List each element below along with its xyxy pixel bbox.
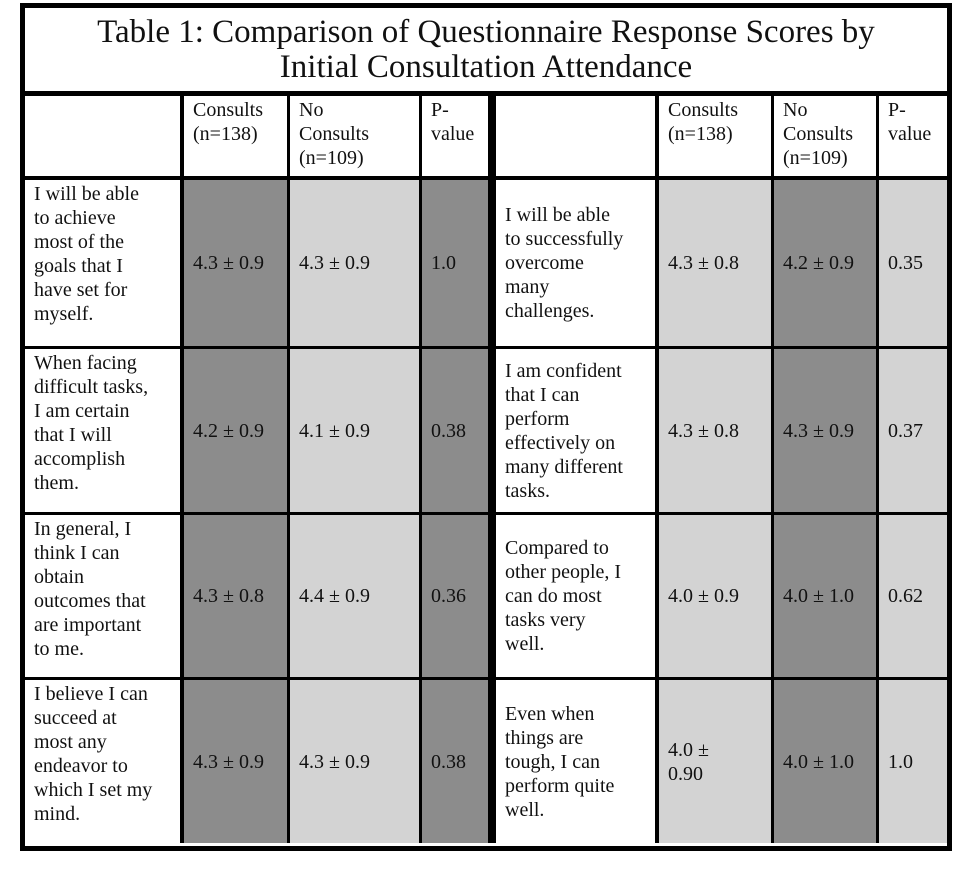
- cell-left-no-consults-line: 4.4 ± 0.9: [299, 585, 370, 607]
- cell-left-no-consults-line: 4.3 ± 0.9: [299, 750, 370, 773]
- cell-left-no-consults-line: 4.1 ± 0.9: [299, 419, 370, 442]
- cell-right-item-line: that I can: [505, 383, 580, 406]
- cell-left-item: [25, 515, 180, 677]
- header-right-pvalue-line: P-: [888, 99, 906, 121]
- cell-right-pvalue: [879, 515, 947, 677]
- row-divider: [25, 512, 947, 515]
- table-title: [25, 8, 947, 96]
- cell-right-item: [496, 349, 655, 512]
- cell-left-item-line: have set for: [34, 279, 128, 301]
- header-right-consults: [659, 96, 771, 176]
- header-left-pvalue: [422, 96, 488, 176]
- cell-left-item-line: most of the: [34, 231, 124, 253]
- header-right-no-consults-line: No: [783, 99, 808, 121]
- cell-right-item-line: other people, I: [505, 561, 622, 583]
- cell-right-item-line: perform quite: [505, 774, 615, 797]
- cell-left-pvalue-line: 0.36: [431, 585, 466, 607]
- cell-right-no-consults-line: 4.2 ± 0.9: [783, 252, 854, 274]
- cell-left-pvalue-line: 0.38: [431, 750, 466, 773]
- cell-right-consults-line: 4.3 ± 0.8: [668, 419, 739, 442]
- row-divider: [25, 346, 947, 349]
- cell-right-consults: [659, 349, 771, 512]
- cell-left-item-line: to me.: [34, 638, 84, 660]
- cell-right-item: [496, 680, 655, 843]
- cell-left-consults: [184, 180, 287, 346]
- header-right-consults-line: (n=138): [668, 123, 733, 145]
- column-divider: [488, 96, 496, 843]
- header-right-no-consults: [774, 96, 876, 176]
- cell-right-consults: [659, 515, 771, 677]
- header-left-pvalue-line: value: [431, 123, 475, 145]
- cell-right-pvalue-line: 1.0: [888, 750, 913, 773]
- cell-right-item-line: I am confident: [505, 359, 622, 382]
- cell-right-item-line: Even when: [505, 702, 595, 725]
- cell-left-item-line: I will be able: [34, 183, 139, 205]
- cell-left-item-line: I am certain: [34, 400, 130, 422]
- cell-left-no-consults: [290, 349, 419, 512]
- cell-left-pvalue: [422, 349, 488, 512]
- cell-right-item-line: effectively on: [505, 431, 616, 454]
- cell-right-item-line: perform: [505, 407, 570, 430]
- cell-left-item-line: mind.: [34, 803, 81, 825]
- cell-right-pvalue-line: 0.37: [888, 419, 923, 442]
- column-divider: [771, 96, 774, 843]
- cell-left-item-line: myself.: [34, 303, 94, 325]
- cell-right-no-consults: [774, 180, 876, 346]
- header-left-item: [25, 96, 180, 176]
- header-left-no-consults-line: Consults: [299, 123, 370, 145]
- cell-left-item-line: that I will: [34, 424, 112, 446]
- header-right-item: [496, 96, 655, 176]
- cell-left-item-line: accomplish: [34, 448, 126, 470]
- cell-right-no-consults-line: 4.0 ± 1.0: [783, 585, 854, 607]
- cell-right-item-line: tasks.: [505, 479, 550, 502]
- cell-left-no-consults: [290, 680, 419, 843]
- cell-left-no-consults: [290, 180, 419, 346]
- cell-right-pvalue-line: 0.62: [888, 585, 923, 607]
- column-divider: [419, 96, 422, 843]
- header-left-consults-line: (n=138): [193, 123, 258, 145]
- cell-left-item-line: are important: [34, 614, 142, 636]
- cell-right-no-consults-line: 4.3 ± 0.9: [783, 419, 854, 442]
- comparison-table: [20, 3, 952, 851]
- cell-right-pvalue: [879, 349, 947, 512]
- cell-right-item-line: many different: [505, 455, 623, 478]
- cell-right-consults-line: 0.90: [668, 762, 703, 785]
- cell-left-consults: [184, 680, 287, 843]
- cell-left-consults-line: 4.3 ± 0.9: [193, 252, 264, 274]
- column-divider: [655, 96, 659, 843]
- cell-left-item-line: When facing: [34, 352, 137, 374]
- cell-left-item-line: In general, I: [34, 518, 132, 540]
- cell-right-no-consults: [774, 680, 876, 843]
- cell-left-item-line: think I can: [34, 542, 120, 564]
- cell-left-item-line: I believe I can: [34, 683, 148, 705]
- cell-right-item-line: challenges.: [505, 300, 595, 322]
- header-left-consults-line: Consults: [193, 99, 264, 121]
- cell-left-pvalue-line: 0.38: [431, 419, 466, 442]
- cell-left-item-line: obtain: [34, 566, 84, 588]
- cell-right-item-line: to successfully: [505, 228, 624, 250]
- table-title-line-2: Initial Consultation Attendance: [279, 48, 693, 85]
- row-divider: [25, 677, 947, 680]
- cell-left-item-line: to achieve: [34, 207, 116, 229]
- cell-right-consults-line: 4.3 ± 0.8: [668, 252, 739, 274]
- cell-right-item-line: tough, I can: [505, 750, 600, 773]
- cell-left-consults: [184, 349, 287, 512]
- cell-right-pvalue: [879, 680, 947, 843]
- cell-right-item-line: many: [505, 276, 550, 298]
- header-left-no-consults: [290, 96, 419, 176]
- header-left-consults: [184, 96, 287, 176]
- cell-right-item: [496, 180, 655, 346]
- header-right-consults-line: Consults: [668, 99, 739, 121]
- cell-right-item: [496, 515, 655, 677]
- cell-right-item-line: overcome: [505, 252, 584, 274]
- cell-left-item-line: succeed at: [34, 707, 117, 729]
- cell-left-pvalue: [422, 180, 488, 346]
- cell-left-item-line: goals that I: [34, 255, 123, 277]
- cell-left-pvalue: [422, 680, 488, 843]
- cell-right-consults: [659, 180, 771, 346]
- cell-left-pvalue-line: 1.0: [431, 252, 456, 274]
- cell-left-item: [25, 680, 180, 843]
- cell-right-item-line: Compared to: [505, 537, 609, 559]
- cell-right-item-line: well.: [505, 798, 545, 821]
- header-left-no-consults-line: No: [299, 99, 324, 121]
- cell-left-item: [25, 349, 180, 512]
- cell-left-item: [25, 180, 180, 346]
- column-divider: [180, 96, 184, 843]
- row-divider: [25, 176, 947, 180]
- cell-right-item-line: I will be able: [505, 204, 610, 226]
- header-left-pvalue-line: P-: [431, 99, 449, 121]
- column-divider: [876, 96, 879, 843]
- cell-left-item-line: which I set my: [34, 779, 153, 801]
- cell-right-pvalue-line: 0.35: [888, 252, 923, 274]
- cell-left-consults-line: 4.3 ± 0.9: [193, 750, 264, 773]
- table-title-line-1: Table 1: Comparison of Questionnaire Response Scores by: [97, 13, 875, 50]
- header-left-no-consults-line: (n=109): [299, 147, 364, 169]
- cell-left-item-line: most any: [34, 731, 107, 753]
- cell-left-consults-line: 4.3 ± 0.8: [193, 585, 264, 607]
- cell-left-no-consults-line: 4.3 ± 0.9: [299, 252, 370, 274]
- header-right-no-consults-line: (n=109): [783, 147, 848, 169]
- cell-right-consults-line: 4.0 ± 0.9: [668, 585, 739, 607]
- cell-right-pvalue: [879, 180, 947, 346]
- column-divider: [287, 96, 290, 843]
- cell-right-no-consults: [774, 349, 876, 512]
- cell-left-item-line: outcomes that: [34, 590, 146, 612]
- cell-right-no-consults: [774, 515, 876, 677]
- header-right-no-consults-line: Consults: [783, 123, 854, 145]
- cell-left-item-line: endeavor to: [34, 755, 128, 777]
- cell-left-item-line: difficult tasks,: [34, 376, 149, 398]
- cell-right-item-line: well.: [505, 633, 545, 655]
- cell-right-item-line: tasks very: [505, 609, 586, 631]
- cell-left-pvalue: [422, 515, 488, 677]
- header-right-pvalue: [879, 96, 947, 176]
- cell-right-consults: [659, 680, 771, 843]
- cell-right-consults-line: 4.0 ±: [668, 738, 709, 761]
- cell-left-no-consults: [290, 515, 419, 677]
- header-right-pvalue-line: value: [888, 123, 932, 145]
- cell-right-item-line: can do most: [505, 585, 602, 607]
- cell-left-item-line: them.: [34, 472, 79, 494]
- cell-left-consults: [184, 515, 287, 677]
- cell-right-item-line: things are: [505, 726, 584, 749]
- cell-right-no-consults-line: 4.0 ± 1.0: [783, 750, 854, 773]
- cell-left-consults-line: 4.2 ± 0.9: [193, 419, 264, 442]
